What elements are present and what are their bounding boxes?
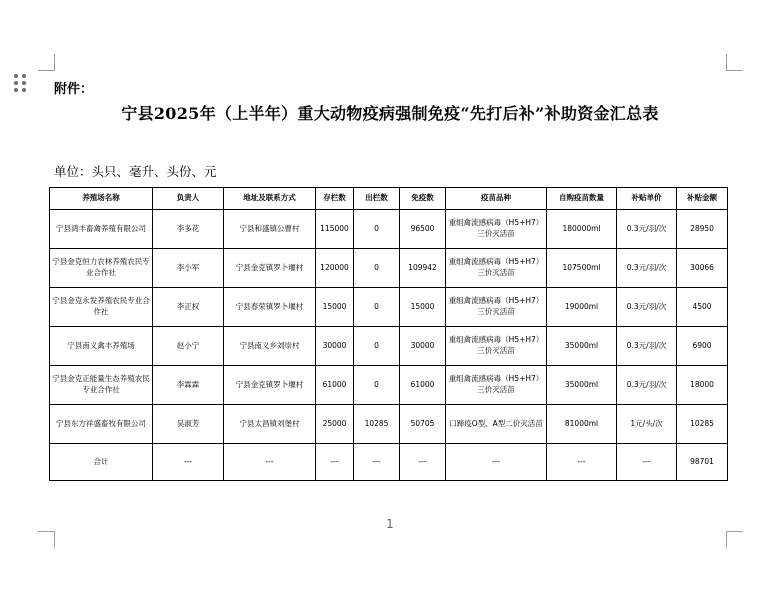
table-cell: 19000ml: [547, 288, 617, 327]
crop-mark-bottom-left: [38, 531, 55, 548]
table-cell: 10285: [354, 405, 400, 444]
table-cell: ---: [316, 444, 354, 481]
table-cell: 重组禽流感病毒（H5+H7）三价灭活苗: [446, 327, 547, 366]
table-cell: 120000: [316, 249, 354, 288]
table-cell: 李多花: [153, 210, 224, 249]
table-header-row: [50, 188, 728, 210]
table-cell: 重组禽流感病毒（H5+H7）三价灭活苗: [446, 249, 547, 288]
table-cell: 30000: [316, 327, 354, 366]
table-cell: 宁县鸿丰畜禽养殖有限公司: [50, 210, 153, 249]
table-cell: 30066: [677, 249, 728, 288]
total-amount-cell: 98701: [677, 444, 728, 481]
table-cell: ---: [617, 444, 677, 481]
table-cell: 重组禽流感病毒（H5+H7）三价灭活苗: [446, 366, 547, 405]
table-cell: 61000: [316, 366, 354, 405]
table-cell: 1元/头/次: [617, 405, 677, 444]
table-cell: ---: [153, 444, 224, 481]
header-cell: 地址及联系方式: [224, 188, 316, 210]
total-label-cell: 合计: [50, 444, 153, 481]
table-cell: 0.3元/羽/次: [617, 366, 677, 405]
table-cell: 6900: [677, 327, 728, 366]
table-cell: 吴淑芳: [153, 405, 224, 444]
table-cell: 180000ml: [547, 210, 617, 249]
table-row: [50, 288, 728, 327]
table-cell: 15000: [316, 288, 354, 327]
table-cell: 0: [354, 327, 400, 366]
crop-mark-top-right: [726, 54, 743, 71]
table-cell: 35000ml: [547, 366, 617, 405]
table-cell: 0: [354, 210, 400, 249]
table-cell: 25000: [316, 405, 354, 444]
table-cell: 赵小宁: [153, 327, 224, 366]
table-cell: 28950: [677, 210, 728, 249]
crop-mark-top-left: [38, 54, 55, 71]
table-cell: 0.3元/羽/次: [617, 327, 677, 366]
table-cell: 18000: [677, 366, 728, 405]
table-row: [50, 405, 728, 444]
page-number: 1: [386, 517, 394, 531]
table-cell: 0.3元/羽/次: [617, 288, 677, 327]
table-cell: 重组禽流感病毒（H5+H7）三价灭活苗: [446, 288, 547, 327]
document-title: 宁县2025年（上半年）重大动物疫病强制免疫“先打后补”补助资金汇总表: [121, 104, 659, 123]
table-cell: 宁县南义禽丰养殖场: [50, 327, 153, 366]
table-cell: 宁县金克镇罗卜堰村: [224, 249, 316, 288]
table-row: [50, 327, 728, 366]
table-cell: 宁县金克正能量生态养殖农民专业合作社: [50, 366, 153, 405]
table-cell: ---: [224, 444, 316, 481]
table-cell: 重组禽流感病毒（H5+H7）三价灭活苗: [446, 210, 547, 249]
table-cell: 0: [354, 366, 400, 405]
crop-mark-bottom-right: [726, 531, 743, 548]
unit-line: 单位：头只、毫升、头份、元: [54, 164, 217, 179]
table-cell: 50705: [400, 405, 446, 444]
table-cell: 宁县金克镇罗卜堰村: [224, 366, 316, 405]
table-cell: 宁县金克永发养殖农民专业合作社: [50, 288, 153, 327]
header-cell: 免疫数: [400, 188, 446, 210]
table-cell: ---: [547, 444, 617, 481]
table-cell: 35000ml: [547, 327, 617, 366]
table-cell: 宁县和盛镇公曹村: [224, 210, 316, 249]
table-cell: 宁县南义乡刘崇村: [224, 327, 316, 366]
header-cell: 养殖场名称: [50, 188, 153, 210]
table-cell: 10285: [677, 405, 728, 444]
table-cell: 0.3元/羽/次: [617, 249, 677, 288]
table-cell: 宁县金克恒力农林养殖农民专业合作社: [50, 249, 153, 288]
table-cell: 96500: [400, 210, 446, 249]
table-cell: 4500: [677, 288, 728, 327]
table-cell: 107500ml: [547, 249, 617, 288]
table-cell: 0.3元/羽/次: [617, 210, 677, 249]
table-cell: 109942: [400, 249, 446, 288]
table-cell: ---: [446, 444, 547, 481]
table-cell: ---: [354, 444, 400, 481]
table-cell: 口蹄疫O型、A型二价灭活苗: [446, 405, 547, 444]
table-cell: 115000: [316, 210, 354, 249]
drag-handle-icon[interactable]: [14, 74, 28, 94]
header-cell: 负责人: [153, 188, 224, 210]
table-cell: 61000: [400, 366, 446, 405]
header-cell: 出栏数: [354, 188, 400, 210]
table-cell: 李正权: [153, 288, 224, 327]
table-cell: 30000: [400, 327, 446, 366]
table-cell: 81000ml: [547, 405, 617, 444]
header-cell: 自购疫苗数量: [547, 188, 617, 210]
header-cell: 补贴单价: [617, 188, 677, 210]
table-cell: 宁县春荣镇罗卜堰村: [224, 288, 316, 327]
table-cell: 李霖霖: [153, 366, 224, 405]
table-total-row: [50, 444, 728, 481]
header-cell: 补贴金额: [677, 188, 728, 210]
table-cell: 宁县东方祥盛畜牧有限公司: [50, 405, 153, 444]
table-row: [50, 366, 728, 405]
header-cell: 疫苗品种: [446, 188, 547, 210]
table-cell: 李小军: [153, 249, 224, 288]
table-cell: 宁县太昌镇刘堡村: [224, 405, 316, 444]
table-row: [50, 210, 728, 249]
table-cell: 0: [354, 288, 400, 327]
header-cell: 存栏数: [316, 188, 354, 210]
table-cell: 15000: [400, 288, 446, 327]
table-row: [50, 249, 728, 288]
table-cell: ---: [400, 444, 446, 481]
appendix-label: 附件：: [54, 82, 94, 97]
subsidy-summary-table: [49, 187, 728, 481]
table-cell: 0: [354, 249, 400, 288]
